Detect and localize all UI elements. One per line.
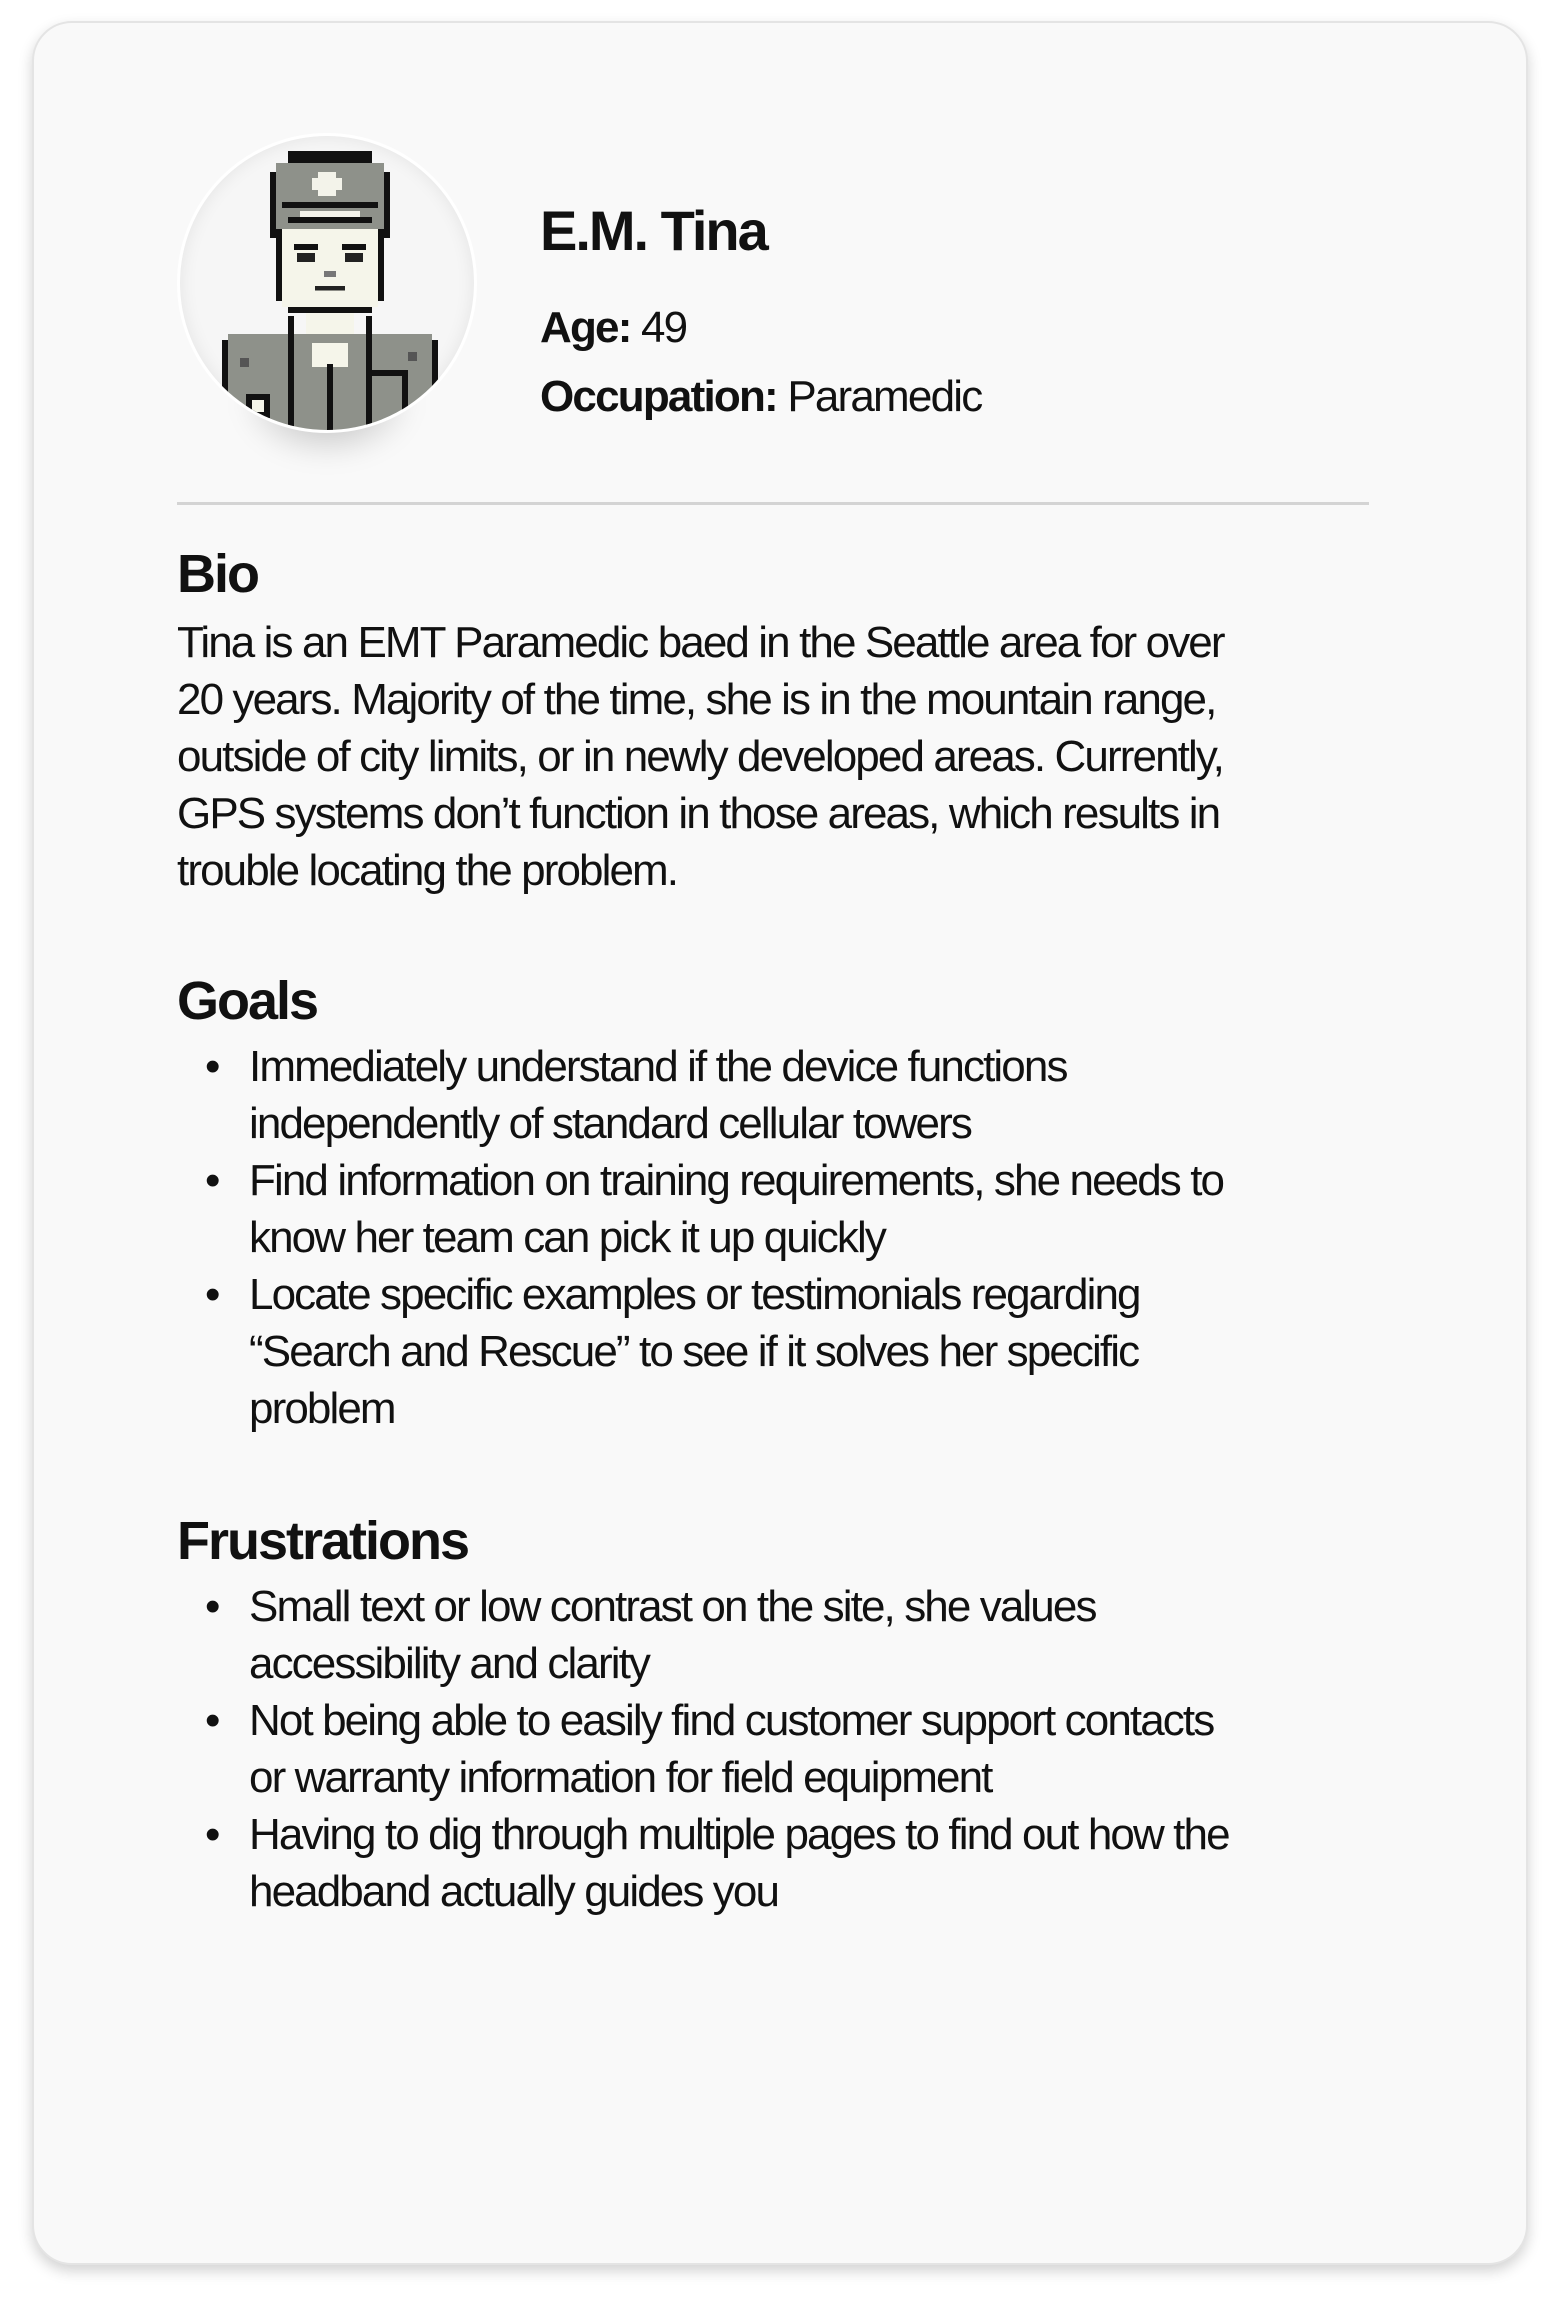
bio-line: trouble locating the problem. [177,846,678,895]
item-line: Having to dig through multiple pages to find out how the [249,1810,1229,1859]
age-label: Age: [540,303,631,352]
item-line: Small text or low contrast on the site, she values [249,1582,1096,1631]
divider [177,502,1369,505]
frustrations-list [177,1578,1229,1920]
list-item [177,1266,1223,1437]
bullet: • [205,1696,221,1745]
item-line: “Search and Rescue” to see if it solves her specific [249,1327,1139,1376]
item-line: headband actually guides you [249,1867,779,1916]
persona-name: E.M. Tina [540,199,767,262]
bullet: • [205,1270,221,1319]
frustrations-heading: Frustrations [177,1511,469,1571]
bullet: • [205,1042,221,1091]
bio-text [177,614,1224,899]
age-value: 49 [641,303,687,352]
avatar [177,133,477,433]
avatar-image [177,133,477,433]
occupation-label: Occupation: [540,372,777,421]
item-line: Immediately understand if the device functions [249,1042,1067,1091]
item-line: Locate specific examples or testimonials regarding [249,1270,1140,1319]
persona-age [540,303,686,353]
bio-heading: Bio [177,544,258,604]
bullet: • [205,1582,221,1631]
list-item [177,1806,1229,1920]
bullet: • [205,1810,221,1859]
item-line: problem [249,1384,395,1433]
bio-line: Tina is an EMT Paramedic baed in the Seattle area for over [177,618,1224,667]
item-line: accessibility and clarity [249,1639,649,1688]
paramedic-avatar-icon [180,136,477,433]
list-item [177,1152,1223,1266]
bio-line: outside of city limits, or in newly developed areas. Currently, [177,732,1223,781]
goals-heading: Goals [177,971,318,1031]
item-line: Find information on training requirements, she needs to [249,1156,1224,1205]
bio-line: GPS systems don’t function in those areas, which results in [177,789,1220,838]
item-line: or warranty information for field equipment [249,1753,992,1802]
list-item [177,1578,1229,1692]
item-line: Not being able to easily find customer support contacts [249,1696,1214,1745]
bullet: • [205,1156,221,1205]
persona-occupation [540,372,981,422]
list-item [177,1692,1229,1806]
occupation-value: Paramedic [787,372,982,421]
list-item [177,1038,1223,1152]
goals-list [177,1038,1223,1437]
item-line: know her team can pick it up quickly [249,1213,885,1262]
bio-line: 20 years. Majority of the time, she is in the mountain range, [177,675,1216,724]
item-line: independently of standard cellular towers [249,1099,971,1148]
